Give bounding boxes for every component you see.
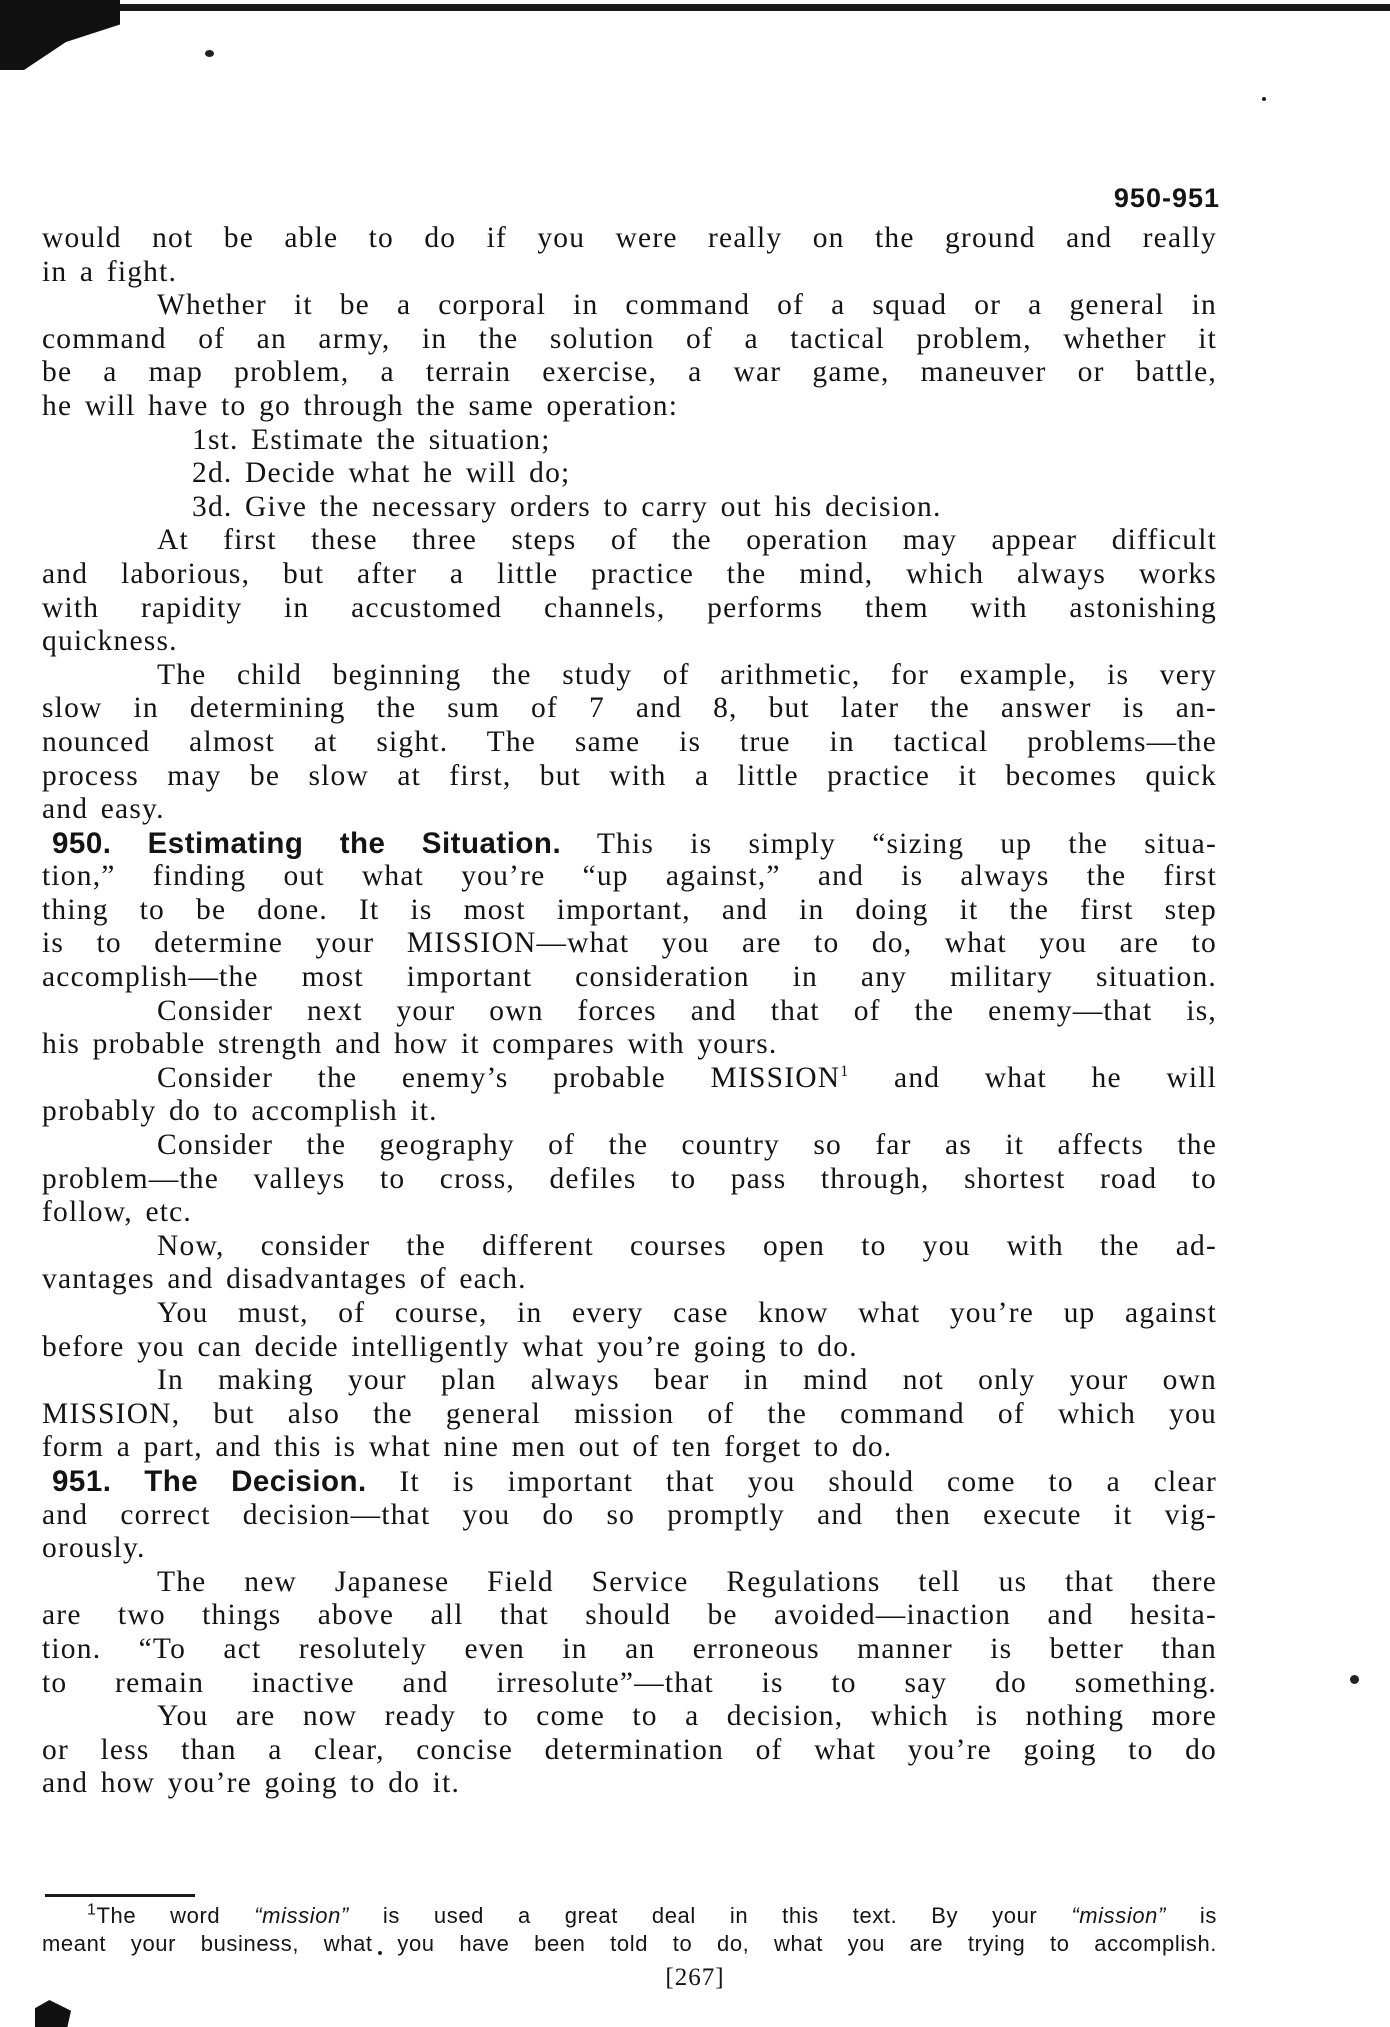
scan-speck <box>205 50 214 57</box>
footnote-text: is used a great deal in this text. By your <box>348 1903 1072 1928</box>
text-line: You must, of course, in every case know what you’re up against <box>157 1297 1217 1329</box>
list-item: 1st. Estimate the situation; <box>192 423 551 456</box>
text-line: are two things above all that should be avoided—inaction and hesita- <box>42 1599 1217 1632</box>
text-line: command of an army, in the solution of a tactical problem, whether it <box>42 322 1217 355</box>
footnote-text: The word <box>96 1903 255 1928</box>
text-line: tion. “To act resolutely even in an erroneous manner is better than <box>42 1632 1217 1665</box>
text-line-with-footnote <box>42 1062 1217 1096</box>
page-folio: [267] <box>665 1964 725 1991</box>
text-line: or less than a clear, concise determination of what you’re going to do <box>42 1733 1217 1766</box>
footnote-reference: 1 <box>840 1063 850 1081</box>
text-line: follow, etc. <box>42 1196 193 1229</box>
text-line: before you can decide intelligently what you’re going to do. <box>42 1330 858 1363</box>
section-950-heading: Estimating the Situation. <box>147 826 562 860</box>
text-line: and how you’re going to do it. <box>42 1767 461 1800</box>
text-line: tion,” finding out what you’re “up against,” and is always the first <box>42 860 1217 893</box>
section-950-line <box>42 827 1217 861</box>
section-951-heading: The Decision. <box>144 1464 367 1498</box>
text-line: The new Japanese Field Service Regulations tell us that there <box>157 1565 1217 1598</box>
text-line: At first these three steps of the operation may appear difficult <box>157 524 1217 557</box>
text-line: his probable strength and how it compares with yours. <box>42 1028 778 1061</box>
text-line: probably do to accomplish it. <box>42 1095 438 1128</box>
text-line: vantages and disadvantages of each. <box>42 1263 527 1296</box>
footnote-rule <box>45 1894 195 1897</box>
text-line: quickness. <box>42 625 178 658</box>
section-950-number: 950. <box>52 826 112 860</box>
text-line: and easy. <box>42 793 165 826</box>
page-top-rule <box>70 4 1390 11</box>
scan-bottom-blot <box>35 2000 71 2027</box>
text-line: nounced almost at sight. The same is true in tactical problems—the <box>42 725 1217 758</box>
text-line: Consider the geography of the country so far as it affects the <box>157 1129 1217 1162</box>
footnote-term: “mission” <box>1071 1903 1166 1928</box>
text-line: Whether it be a corporal in command of a squad or a general in <box>157 289 1217 322</box>
section-951-line <box>42 1465 1217 1499</box>
text-line: in a fight. <box>42 255 178 288</box>
text-fragment: and what he will <box>894 1061 1218 1094</box>
text-line: You are now ready to come to a decision, which is nothing more <box>157 1700 1217 1733</box>
text-line: accomplish—the most important consideration in any military situation. <box>42 961 1217 994</box>
text-line: slow in determining the sum of 7 and 8, but later the answer is an- <box>42 692 1217 725</box>
footnote-marker: 1 <box>87 1901 97 1919</box>
text-line: and laborious, but after a little practice the mind, which always works <box>42 557 1217 590</box>
text-line: to remain inactive and irresolute”—that is to say do something. <box>42 1666 1217 1699</box>
text-line: with rapidity in accustomed channels, performs them with astonishing <box>42 591 1217 624</box>
text-fragment: Consider the enemy’s probable MISSION <box>157 1061 841 1094</box>
text-line: In making your plan always bear in mind not only your own <box>157 1364 1217 1397</box>
footnote-text: is <box>1165 1903 1217 1928</box>
text-line: form a part, and this is what nine men out of ten forget to do. <box>42 1431 893 1464</box>
text-line: This is simply “sizing up the situa- <box>596 827 1217 860</box>
text-line: is to determine your MISSION—what you are to do, what you are to <box>42 927 1217 960</box>
text-line: he will have to go through the same operation: <box>42 389 679 422</box>
text-line: It is important that you should come to a clear <box>399 1465 1218 1498</box>
text-line: would not be able to do if you were really on the ground and really <box>42 222 1217 254</box>
text-line: thing to be done. It is most important, and in doing it the first step <box>42 893 1217 926</box>
text-line: Consider next your own forces and that of the enemy—that is, <box>157 994 1217 1027</box>
text-line: be a map problem, a terrain exercise, a war game, maneuver or battle, <box>42 356 1217 389</box>
list-item: 2d. Decide what he will do; <box>192 457 571 490</box>
text-line: problem—the valleys to cross, defiles to pass through, shortest road to <box>42 1162 1217 1195</box>
footnote-line <box>42 1902 1217 1930</box>
text-line: Now, consider the different courses open to you with the ad- <box>157 1229 1217 1262</box>
text-line: and correct decision—that you do so promptly and then execute it vig- <box>42 1498 1217 1531</box>
scan-corner-mark <box>0 0 120 70</box>
scan-speck <box>1262 97 1266 101</box>
text-line: The child beginning the study of arithmetic, for example, is very <box>157 658 1217 691</box>
footnote-line: meant your business, what you have been told to do, what you are trying to accomplish. <box>42 1931 1217 1956</box>
text-line: MISSION, but also the general mission of the command of which you <box>42 1397 1217 1430</box>
footnote-term: “mission” <box>254 1903 349 1928</box>
text-line: orously. <box>42 1532 146 1565</box>
footnote <box>42 1902 1217 1958</box>
text-line: process may be slow at first, but with a little practice it becomes quick <box>42 759 1217 792</box>
section-951-number: 951. <box>52 1464 112 1498</box>
list-item: 3d. Give the necessary orders to carry out his decision. <box>192 490 942 523</box>
page-header-number: 950-951 <box>1113 183 1220 213</box>
scan-speck <box>1350 1675 1359 1684</box>
body-text <box>42 222 1217 1801</box>
